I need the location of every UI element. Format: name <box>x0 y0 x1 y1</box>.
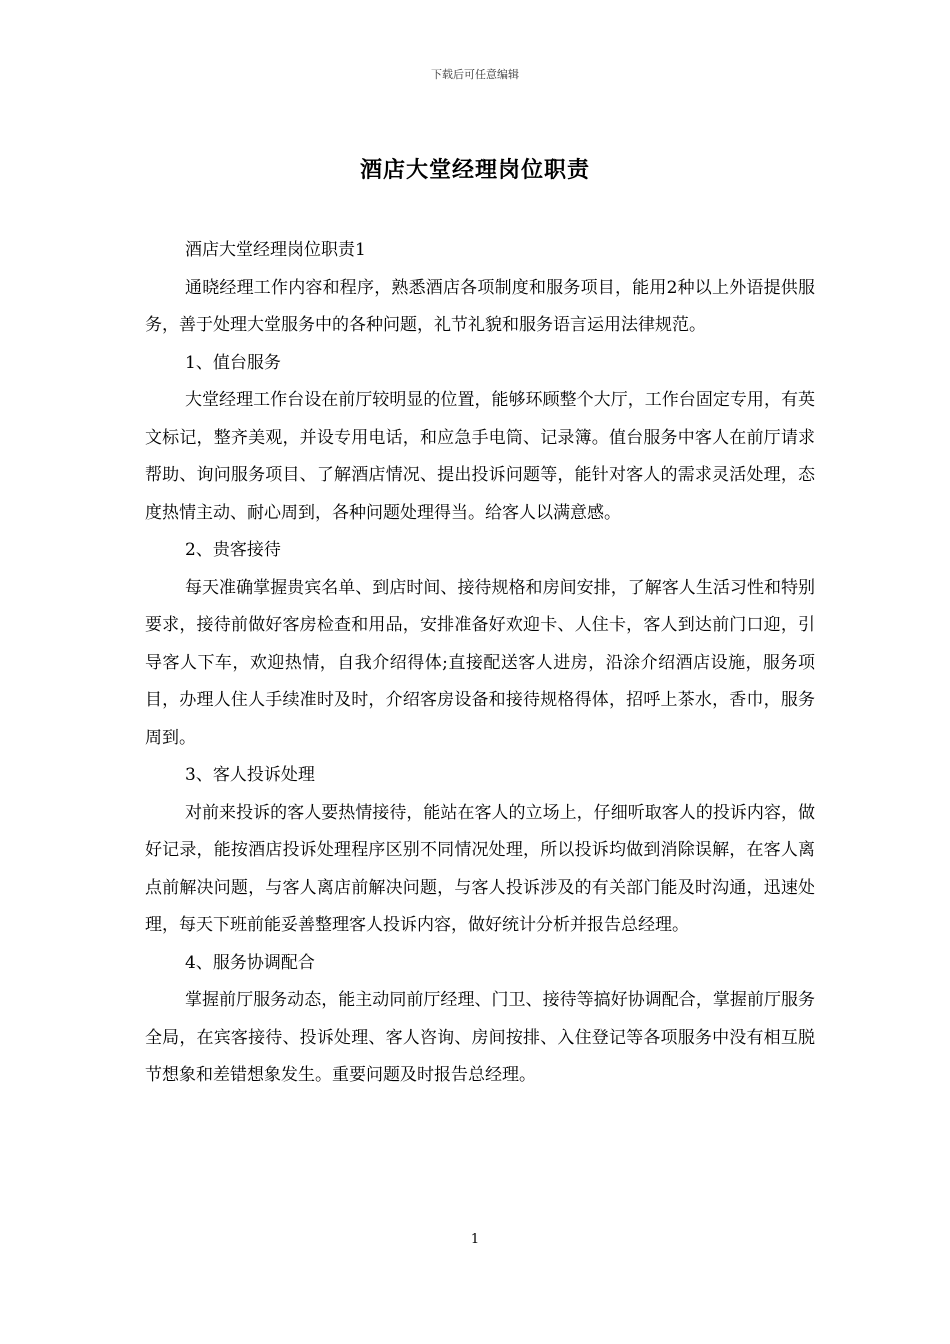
section-body-2: 每天准确掌握贵宾名单、到店时间、接待规格和房间安排，了解客人生活习性和特别要求，接待前做好客房检查和用品，安排准备好欢迎卡、人住卡，客人到达前门口迎，引导客人下车，欢迎热情，自我介绍得体;直接配送客人进房，沿涂介绍酒店设施，服务项目，办理人住人手续准时及时，介绍客房设备和接待规格得体，招呼上茶水，香巾，服务周到。 <box>145 577 815 748</box>
section-heading-4: 4、服务协调配合 <box>185 952 315 973</box>
subtitle-paragraph: 酒店大堂经理岗位职责1 <box>185 240 366 260</box>
section-body-1: 大堂经理工作台设在前厅较明显的位置，能够环顾整个大厅，工作台固定专用，有英文标记，整齐美观，并设专用电话，和应急手电筒、记录簿。值台服务中客人在前厅请求帮助、询问服务项目、了解酒店情况、提出投诉问题等，能针对客人的需求灵活处理，态度热情主动、耐心周到，各种问题处理得当。给客人以满意感。 <box>145 390 815 523</box>
page-header: 下载后可任意编辑 <box>431 68 519 81</box>
intro-paragraph: 通晓经理工作内容和程序，熟悉酒店各项制度和服务项目，能用2种以上外语提供服务，善于处理大堂服务中的各种问题，礼节礼貌和服务语言运用法律规范。 <box>145 277 815 335</box>
page-number: 1 <box>470 1232 480 1247</box>
document-body <box>145 232 815 1095</box>
section-heading-2: 2、贵客接待 <box>185 540 281 560</box>
section-body-3: 对前来投诉的客人要热情接待，能站在客人的立场上，仔细听取客人的投诉内容，做好记录，能按酒店投诉处理程序区别不同情况处理，所以投诉均做到消除误解，在客人离点前解决问题，与客人离店前解决问题，与客人投诉涉及的有关部门能及时沟通，迅速处理，每天下班前能妥善整理客人投诉内容，做好统计分析并报告总经理。 <box>145 802 815 935</box>
section-heading-3: 3、客人投诉处理 <box>185 765 315 785</box>
document-title: 酒店大堂经理岗位职责 <box>359 157 590 183</box>
section-heading-1: 1、值台服务 <box>185 352 281 373</box>
section-body-4: 掌握前厅服务动态，能主动同前厅经理、门卫、接待等搞好协调配合，掌握前厅服务全局，在宾客接待、投诉处理、客人咨询、房间按排、入住登记等各项服务中没有相互脱节想象和差错想象发生。重要问题及时报告总经理。 <box>145 990 815 1085</box>
